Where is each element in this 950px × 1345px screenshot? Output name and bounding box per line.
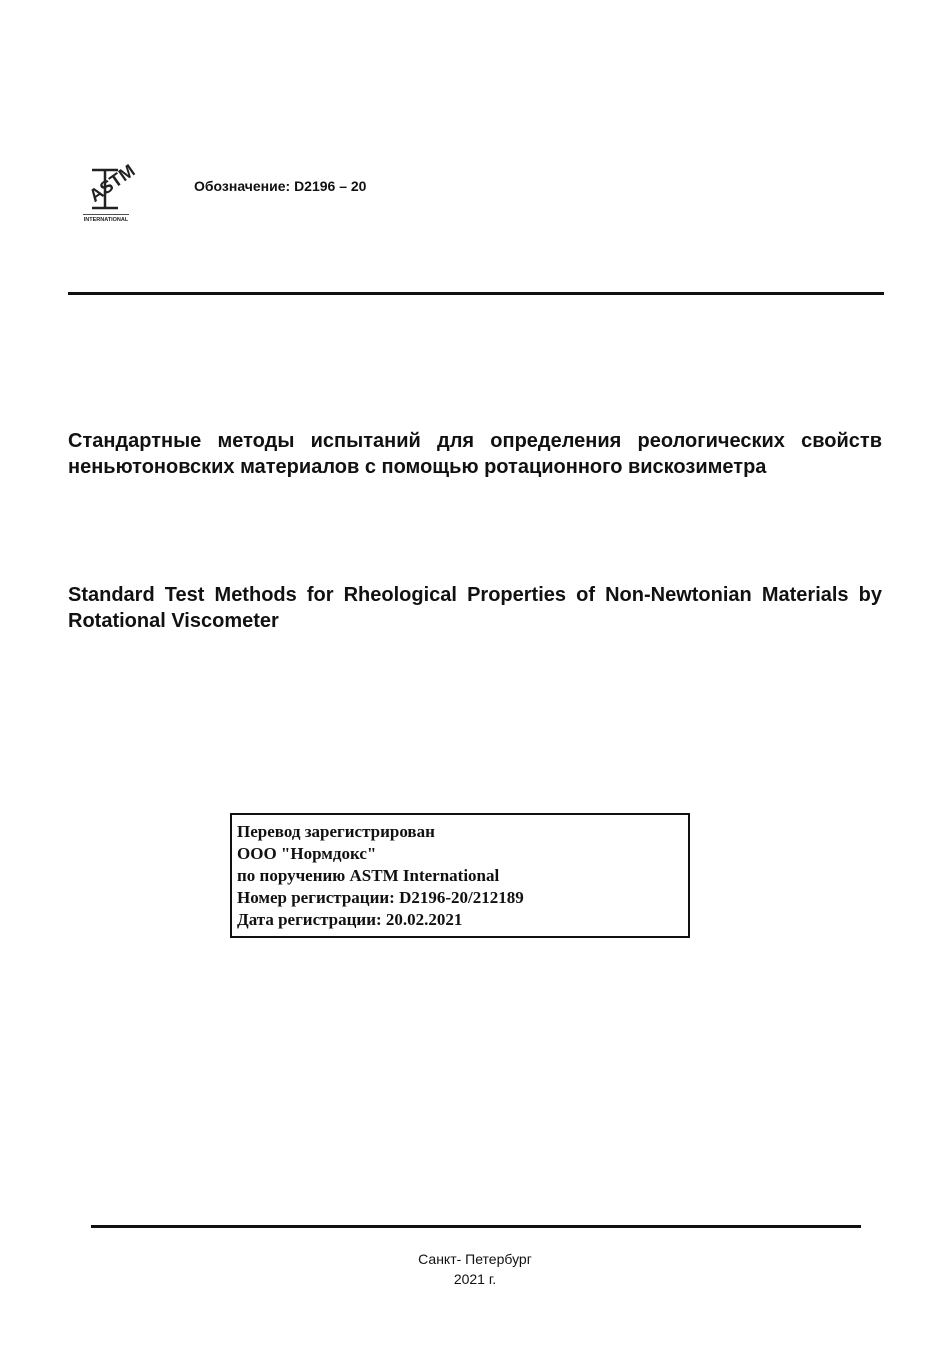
top-divider — [68, 292, 884, 295]
bottom-divider — [91, 1225, 861, 1228]
footer-city: Санкт- Петербург — [418, 1251, 532, 1267]
registration-line: Номер регистрации: D2196-20/212189 — [237, 888, 524, 907]
logo-subtext: INTERNATIONAL — [83, 217, 129, 223]
registration-line: по поручению ASTM International — [237, 866, 500, 885]
footer-year: 2021 г. — [453, 1271, 497, 1287]
standard-designation: Обозначение: D2196 – 20 — [194, 178, 367, 194]
astm-logo — [78, 160, 139, 224]
title-russian: Стандартные методы испытаний для определения реологических свойств неньютоновских материалов с помощью ротационного вискозиметра — [68, 430, 882, 478]
registration-box — [230, 813, 690, 938]
registration-line: Дата регистрации: 20.02.2021 — [237, 910, 463, 929]
astm-logo-icon — [78, 160, 139, 224]
registration-line: ООО "Нормдокс" — [237, 844, 377, 863]
title-english: Standard Test Methods for Rheological Properties of Non-Newtonian Materials by Rotational Viscometer — [68, 584, 882, 632]
logo-letters: ASTM — [85, 160, 139, 206]
registration-line: Перевод зарегистрирован — [237, 822, 435, 841]
